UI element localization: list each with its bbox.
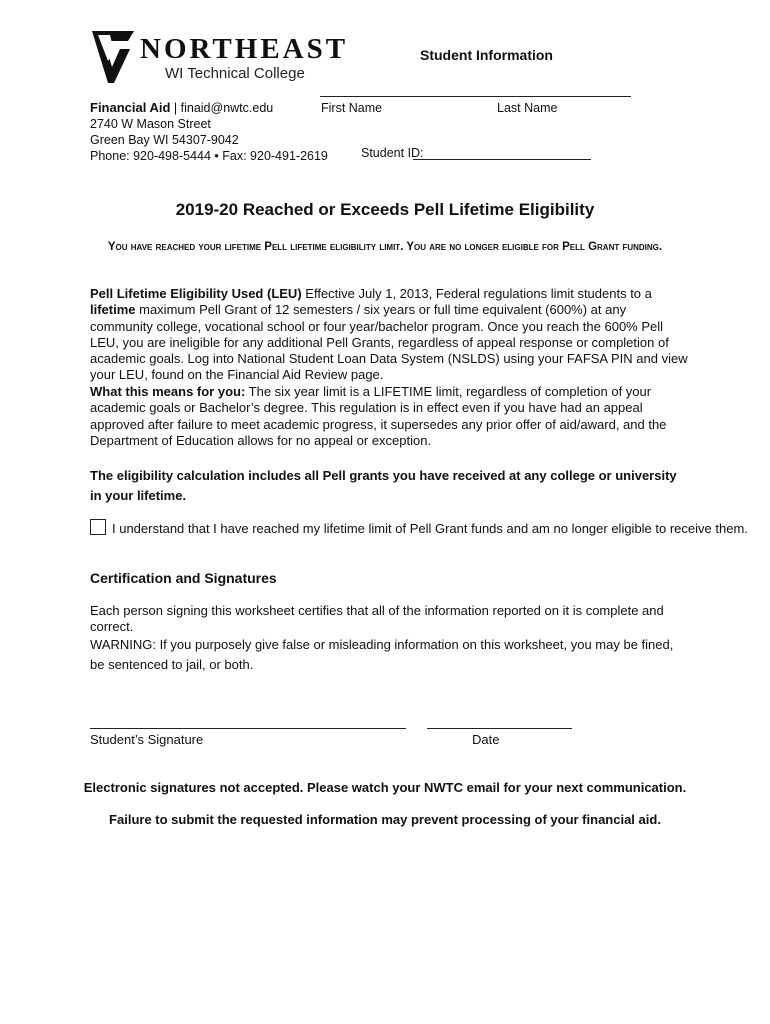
contact-block: Financial Aid | finaid@nwtc.edu 2740 W Mason Street Green Bay WI 54307-9042 Phone: 920-498-5444 • Fax: 920-491-2619 xyxy=(90,100,328,163)
leu-lead: Pell Lifetime Eligibility Used (LEU) xyxy=(90,286,302,301)
name-field[interactable] xyxy=(320,96,631,97)
date-label: Date xyxy=(472,732,500,747)
warning-text: WARNING: If you purposely give false or misleading information on this worksheet, you may be fined, be sentenced to jail, or both. xyxy=(90,637,674,672)
signature-label: Student’s Signature xyxy=(90,732,204,747)
leu-text-a: Effective July 1, 2013, Federal regulations limit students to a xyxy=(301,286,652,301)
student-info-heading: Student Information xyxy=(420,47,553,63)
last-name-label: Last Name xyxy=(497,101,558,115)
acknowledge-checkbox[interactable] xyxy=(90,519,106,535)
calculation-paragraph: The eligibility calculation includes all Pell grants you have received at any college or university in your lifetime. xyxy=(90,468,677,503)
meaning-paragraph xyxy=(90,384,690,449)
acknowledge-label: I understand that I have reached my lifetime limit of Pell Grant funds and am no longer eligible to receive them. xyxy=(112,521,748,536)
first-name-label: First Name xyxy=(321,101,383,115)
leu-paragraph xyxy=(90,286,690,384)
department-name: Financial Aid xyxy=(90,100,171,115)
leu-text-b: maximum Pell Grant of 12 semesters / six years or full time equivalent (600%) at any community college, vocational school or four year/bachelor program. Once you reach the 600% Pell LEU, you are ineligible for any additional Pell Grants, regardless of appeal response or completion of academic goals. Log into National Student Loan Data System (NSLDS) using your FAFSA PIN and view your LEU, found on the Financial Aid Review page. xyxy=(90,302,688,383)
signature-field[interactable] xyxy=(90,728,406,729)
date-field[interactable] xyxy=(427,728,572,729)
form-title: 2019-20 Reached or Exceeds Pell Lifetime Eligibility xyxy=(175,200,595,219)
city-address: Green Bay WI 54307-9042 xyxy=(90,133,239,147)
certification-text: Each person signing this worksheet certifies that all of the information reported on it is complete and correct. xyxy=(90,603,664,635)
student-id-field[interactable] xyxy=(413,159,591,160)
logo-subtitle: WI Technical College xyxy=(165,65,305,82)
phone-fax: Phone: 920-498-5444 • Fax: 920-491-2619 xyxy=(90,149,328,163)
student-id-label: Student ID: xyxy=(361,146,424,160)
acknowledge-row xyxy=(90,519,748,536)
contact-email: finaid@nwtc.edu xyxy=(180,101,274,115)
college-logo-icon xyxy=(90,27,136,85)
leu-text-bold: lifetime xyxy=(90,302,136,318)
failure-note: Failure to submit the requested information may prevent processing of your financial aid. xyxy=(109,812,661,827)
electronic-signature-note: Electronic signatures not accepted. Please watch your NWTC email for your next communication. xyxy=(83,780,687,795)
eligibility-notice: You have reached your lifetime Pell lifetime eligibility limit. You are no longer eligible for Pell Grant funding. xyxy=(107,241,663,253)
logo-name: NORTHEAST xyxy=(140,33,349,65)
meaning-body: The six year limit is a LIFETIME limit, regardless of completion of your academic goals or Bachelor’s degree. This regulation is in effect even if you have had an appeal approved after failure to meet academic progress, it supersedes any prior offer of aid/award, and the Department of Education allows for no appeal or exception. xyxy=(90,384,667,448)
meaning-lead: What this means for you: xyxy=(90,384,246,399)
certification-heading: Certification and Signatures xyxy=(90,570,277,586)
street-address: 2740 W Mason Street xyxy=(90,117,211,131)
